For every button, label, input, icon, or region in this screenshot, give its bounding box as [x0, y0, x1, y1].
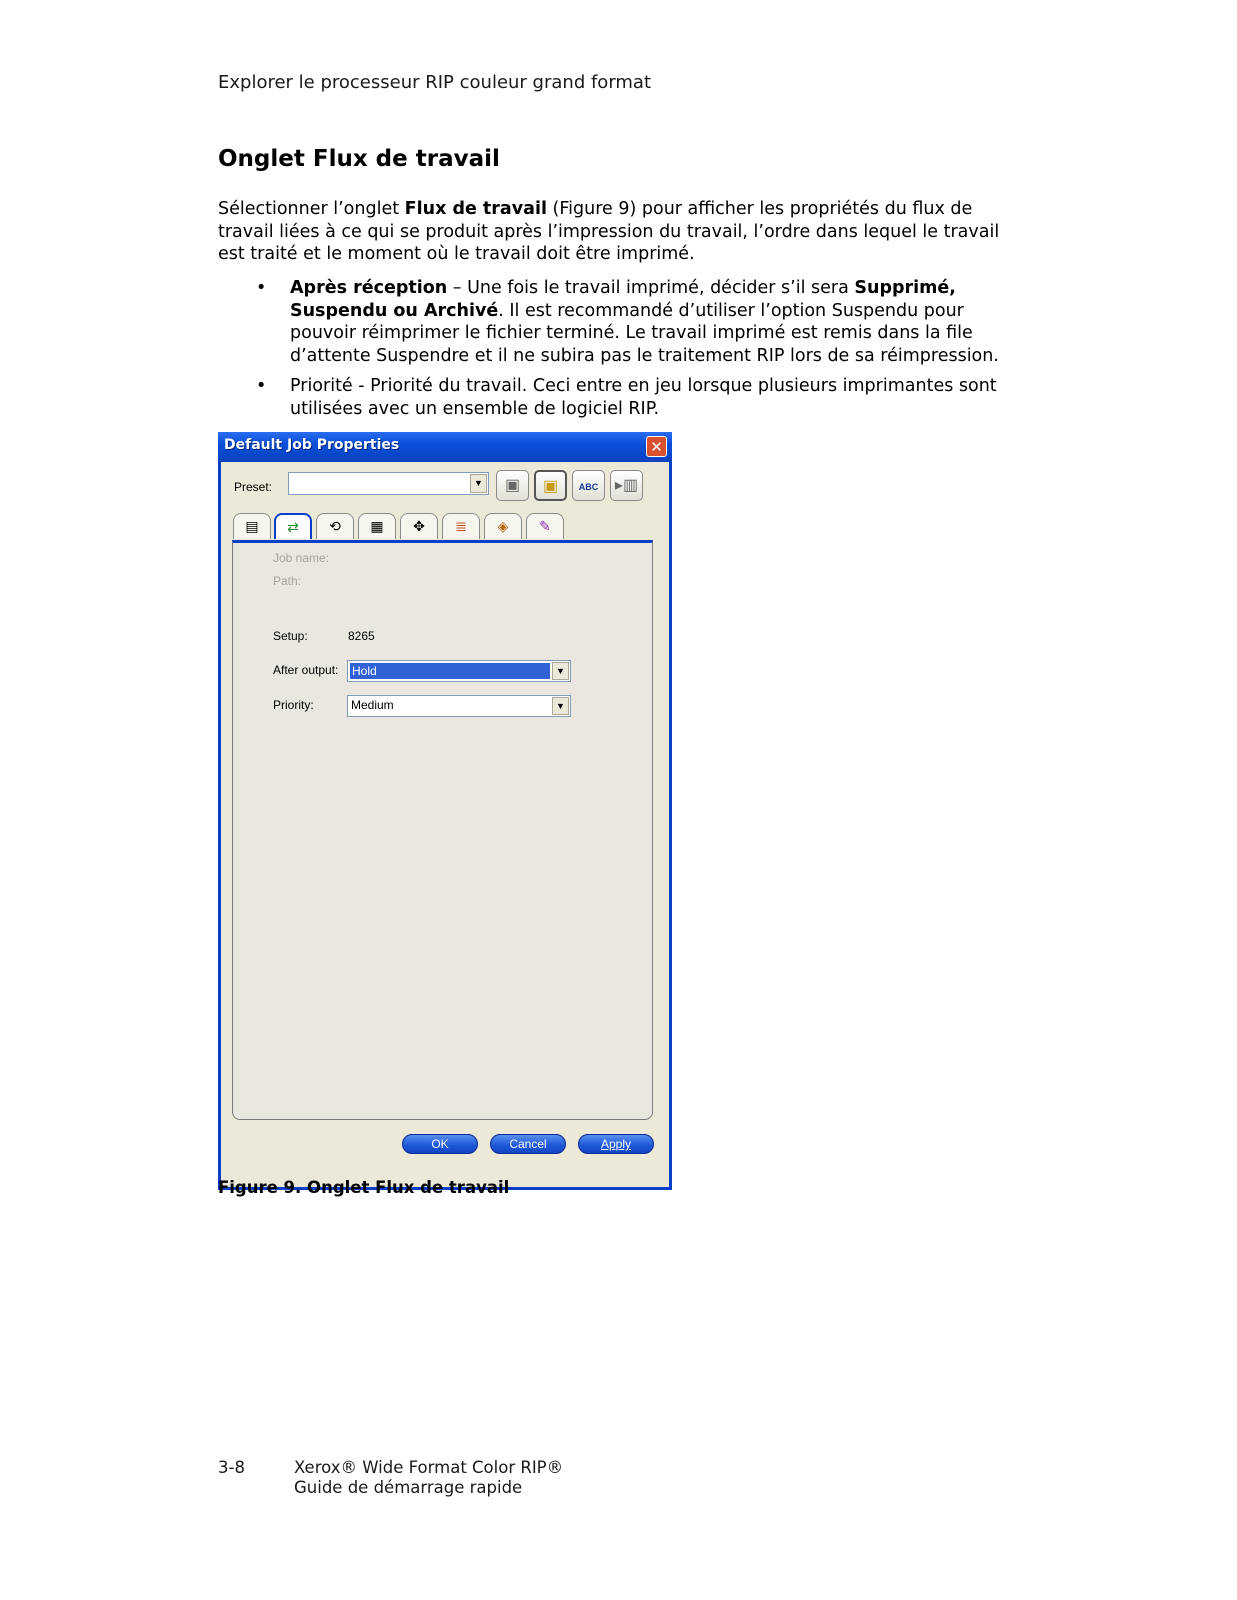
path-label: Path:	[273, 574, 302, 588]
bullet-bold: Après réception	[290, 278, 448, 298]
job-name-label: Job name:	[273, 551, 330, 565]
dialog-titlebar[interactable]	[218, 432, 672, 462]
job-properties-dialog	[218, 432, 672, 1190]
intro-text-pre: Sélectionner l’onglet	[218, 199, 405, 219]
save-icon: ▣	[504, 477, 521, 494]
running-header: Explorer le processeur RIP couleur grand format	[218, 72, 652, 93]
bullet-icon: •	[256, 278, 267, 298]
color-edit-tab-icon: ✎	[539, 518, 551, 534]
dialog-title: Default Job Properties	[224, 437, 400, 453]
figure-caption: Figure 9. Onglet Flux de travail	[218, 1178, 510, 1197]
workflow-tab-icon: ⇄	[287, 519, 299, 535]
preset-dropdown[interactable]	[288, 472, 489, 495]
after-output-dropdown[interactable]	[347, 660, 571, 682]
close-icon: ✕	[650, 438, 663, 456]
bullet-text: Priorité - Priorité du travail. Ceci entre en jeu lorsque plusieurs imprimantes sont utilisées avec un ensemble de logiciel RIP.	[290, 376, 997, 419]
bullet-list	[218, 277, 1018, 428]
color-tab-icon: ≣	[455, 518, 467, 534]
tab-media[interactable]	[358, 513, 396, 539]
tab-color[interactable]	[442, 513, 480, 539]
cancel-button[interactable]: Cancel	[490, 1134, 566, 1154]
setup-label: Setup:	[273, 629, 308, 643]
section-title: Onglet Flux de travail	[218, 146, 500, 172]
footer-title	[294, 1458, 563, 1498]
workflow-tab-panel	[232, 540, 653, 1120]
chevron-down-icon[interactable]: ▼	[552, 662, 569, 680]
media-tab-icon: ▦	[370, 518, 384, 534]
footer-product: Xerox® Wide Format Color RIP®	[294, 1458, 564, 1477]
bullet-item-after-output	[218, 277, 1018, 367]
bullet-item-priority	[218, 375, 1018, 420]
bullet-text: – Une fois le travail imprimé, décider s’il sera	[447, 278, 855, 298]
save-preset-button[interactable]	[496, 470, 529, 501]
tab-workflow[interactable]	[274, 513, 312, 539]
tab-page[interactable]	[316, 513, 354, 539]
bullet-icon: •	[256, 376, 267, 396]
page-tab-icon: ⟲	[329, 518, 341, 534]
after-output-label: After output:	[273, 663, 339, 677]
save-as-icon: ▣	[542, 478, 559, 495]
tab-layout[interactable]	[400, 513, 438, 539]
apply-button[interactable]: Apply	[578, 1134, 654, 1154]
intro-paragraph	[218, 198, 1008, 266]
layers-tab-icon: ◈	[497, 518, 509, 534]
priority-label: Priority:	[273, 698, 314, 712]
chevron-down-icon[interactable]: ▼	[470, 474, 487, 493]
tab-layers[interactable]	[484, 513, 522, 539]
footer-guide: Guide de démarrage rapide	[294, 1478, 523, 1497]
close-button[interactable]	[646, 436, 667, 457]
ok-button[interactable]: OK	[402, 1134, 478, 1154]
priority-dropdown[interactable]	[347, 695, 571, 717]
preset-label: Preset:	[234, 480, 273, 494]
delete-preset-button[interactable]	[610, 470, 643, 501]
page-number: 3-8	[218, 1458, 245, 1477]
save-as-preset-button[interactable]	[534, 470, 567, 501]
setup-value: 8265	[348, 629, 375, 643]
dialog-client-area	[221, 462, 669, 1187]
general-tab-icon: ▤	[245, 518, 259, 534]
bullet-bold: Supprimé, Suspendu ou Archivé	[290, 278, 956, 321]
tab-color-edit[interactable]	[526, 513, 564, 539]
after-output-value: Hold	[350, 663, 550, 679]
bullet-text: . Il est recommandé d’utiliser l’option Suspendu pour pouvoir réimprimer le fichier terminé. Le travail imprimé est remis dans la file d’attente Suspendre et il ne subira pas le traitement RIP lors de sa réimpression.	[290, 300, 999, 366]
tab-general[interactable]	[233, 513, 271, 539]
priority-value: Medium	[351, 698, 394, 712]
intro-text-post: (Figure 9) pour afficher les propriétés du flux de travail liées à ce qui se produit après l’impression du travail, l’ordre dans lequel le travail est traité et le moment où le travail doit être imprimé.	[218, 199, 1000, 264]
layout-tab-icon: ✥	[413, 518, 425, 534]
rename-preset-button[interactable]	[572, 470, 605, 501]
chevron-down-icon[interactable]: ▼	[552, 697, 569, 715]
intro-text-bold: Flux de travail	[404, 199, 547, 219]
rename-icon: ABC	[578, 482, 599, 492]
delete-icon: ▸▥	[614, 477, 639, 494]
